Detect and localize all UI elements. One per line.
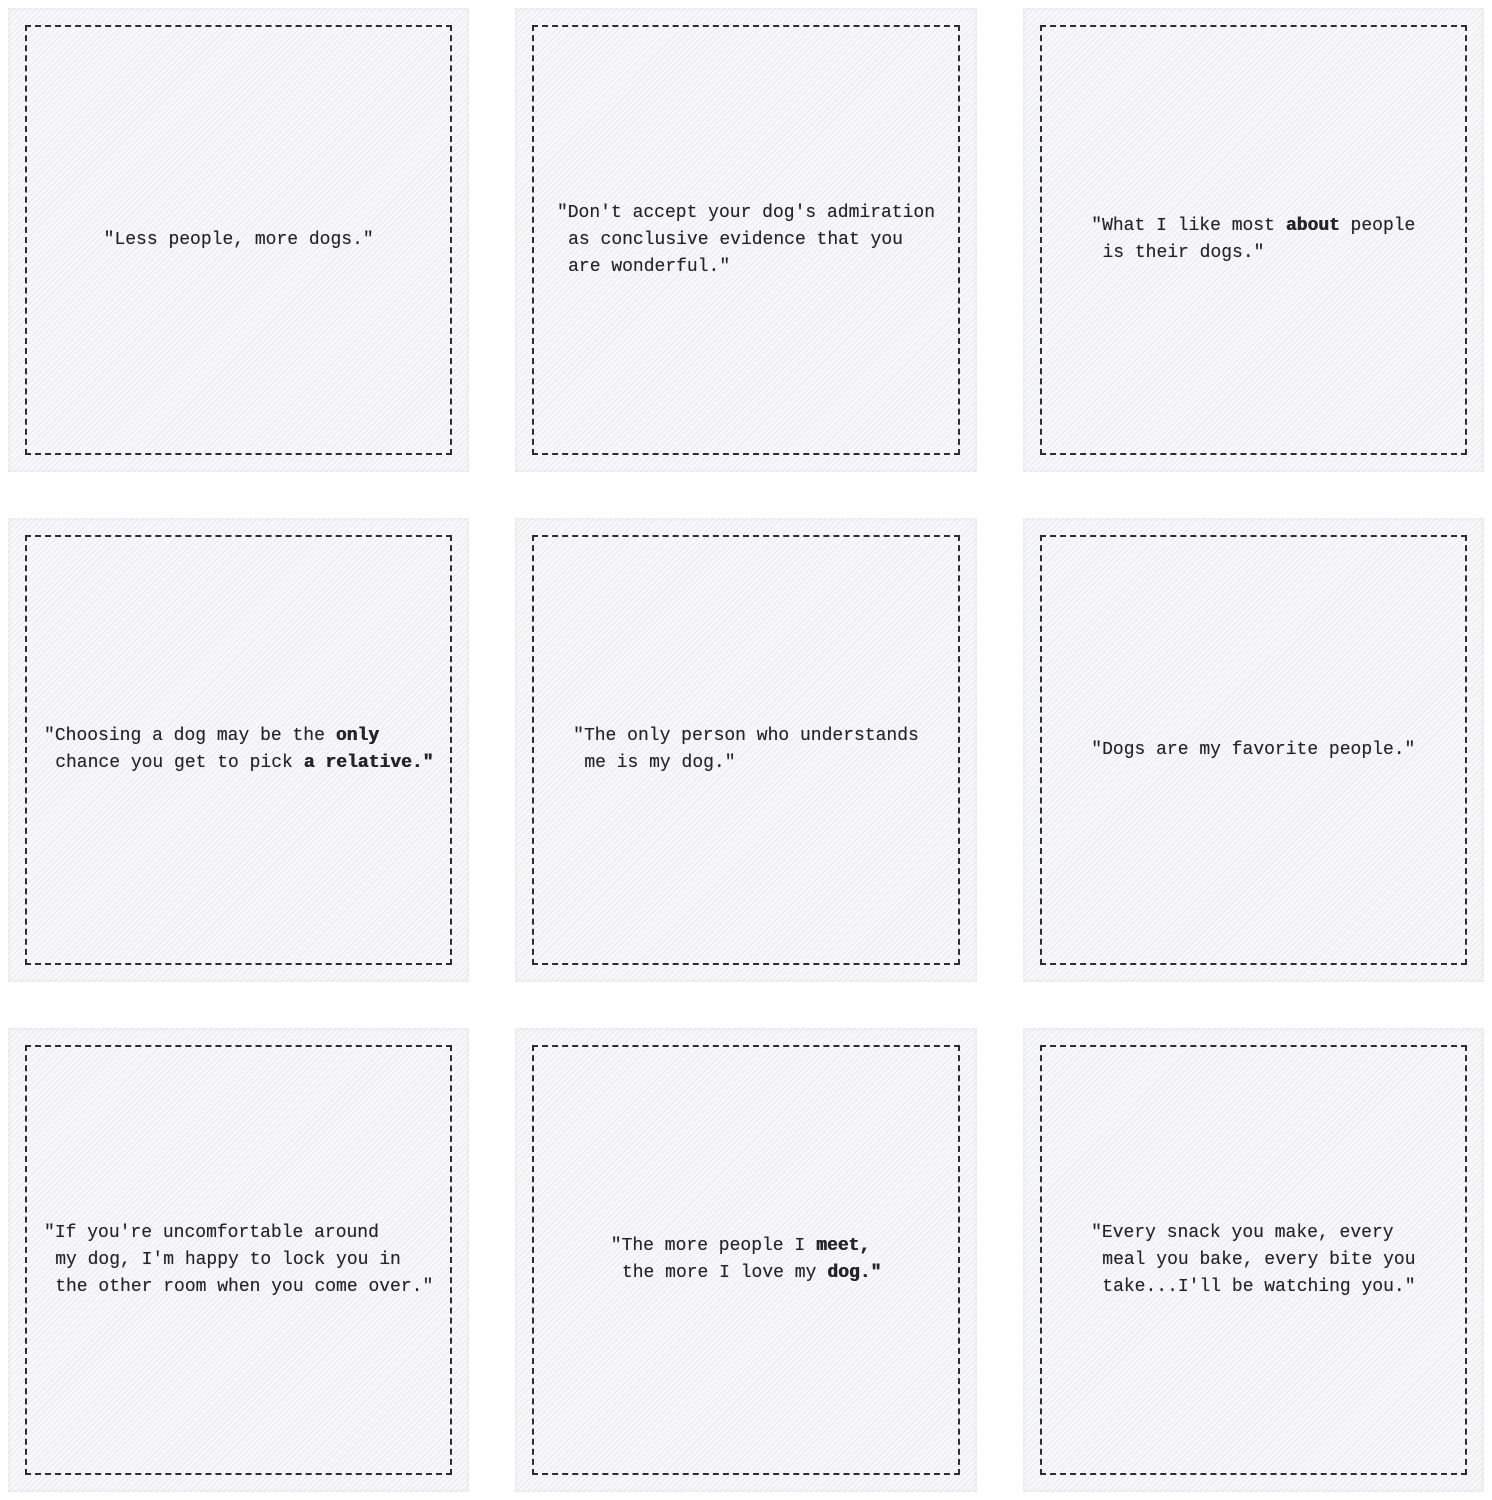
napkin-4 xyxy=(8,518,469,982)
quote-text: "The only person who understands me is my dog." xyxy=(573,726,919,773)
quote-text: "What I like most about people is their dogs." xyxy=(1091,216,1416,263)
napkin-1 xyxy=(8,8,469,472)
napkin-8 xyxy=(515,1028,976,1492)
quote-text: "Choosing a dog may be the only chance you get to pick a relative." xyxy=(44,726,434,773)
quote-text: "Every snack you make, every meal you bake, every bite you take...I'll be watching you." xyxy=(1091,1222,1416,1297)
quote-text: "The more people I meet, the more I love my dog." xyxy=(610,1236,882,1283)
quote-text: "Dogs are my favorite people." xyxy=(1091,739,1416,760)
quote-text: "Don't accept your dog's admiration as conclusive evidence that you are wonderful." xyxy=(556,202,936,277)
quote-text: "Less people, more dogs." xyxy=(103,229,374,250)
napkin-7 xyxy=(8,1028,469,1492)
napkin-9 xyxy=(1023,1028,1484,1492)
napkin-5 xyxy=(515,518,976,982)
napkin-3 xyxy=(1023,8,1484,472)
napkin-6 xyxy=(1023,518,1484,982)
quote-text: "If you're uncomfortable around my dog, I'm happy to lock you in the other room when you come over." xyxy=(44,1222,434,1297)
napkin-2 xyxy=(515,8,976,472)
